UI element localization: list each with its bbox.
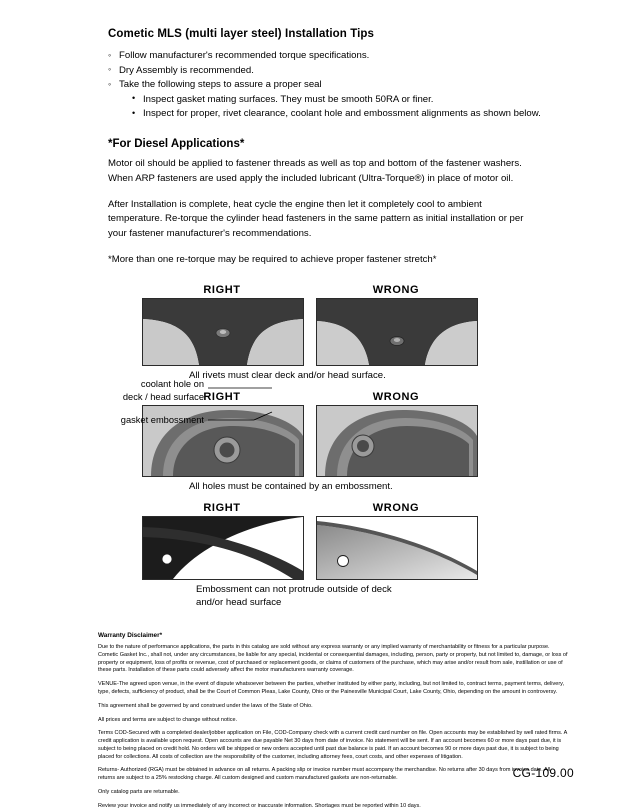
document-code: CG-109.00 — [512, 766, 574, 780]
figure-right-rivets — [142, 284, 302, 366]
figure-label-right: RIGHT — [203, 284, 241, 297]
figure-image-wrong-protrude — [316, 516, 478, 580]
sub-bullet-text: Inspect gasket mating surfaces. They must be smooth 50RA or finer. — [143, 93, 434, 105]
warranty-paragraph: This agreement shall be governed by and construed under the laws of the State of Ohio. — [98, 702, 313, 709]
paragraph-motor-oil: Motor oil should be applied to fastener threads as well as top and bottom of the fastener washers. When ARP fasteners are used apply the included lubricant (Ultra-Torque®) in place of motor oil. — [108, 157, 522, 184]
figure-wrong-protrude — [316, 502, 476, 580]
figure-image-wrong-holes — [316, 405, 478, 477]
figure-caption-protrude — [36, 584, 582, 610]
warranty-paragraph: Returns- Authorized (RGA) must be obtained in advance on all returns. A packing slip or invoice number must accompany the merchandise. No returns after 30 days from invoice date. All returns are subject to a 25% restocking charge. All custom designed and custom manufactured gaskets are non-returnable. — [98, 767, 551, 782]
list-item — [108, 78, 582, 122]
figure-label-wrong: WRONG — [372, 391, 420, 404]
paragraph-retorque-note: *More than one re-torque may be required to achieve proper fastener stretch* — [108, 254, 437, 266]
annotation-gasket-embossment: gasket embossment — [120, 415, 204, 426]
sub-list — [119, 93, 582, 122]
figure-right-holes — [142, 391, 302, 477]
bullet-text: Take the following steps to assure a proper seal — [119, 79, 322, 91]
figure-image-right-protrude — [142, 516, 304, 580]
annotation-coolant-hole — [64, 378, 204, 403]
list-item — [108, 49, 582, 64]
warranty-paragraph: All prices and terms are subject to change without notice. — [98, 716, 238, 723]
figure-caption-holes: All holes must be contained by an embossment. — [189, 481, 393, 493]
figure-label-wrong: WRONG — [372, 502, 420, 515]
figure-caption-rivets: All rivets must clear deck and/or head surface. — [189, 370, 386, 382]
installation-tips-list — [108, 49, 582, 122]
paragraph-heat-cycle: After Installation is complete, heat cycle the engine then let it completely cool to ambient temperature. Re-torque the cylinder head fasteners in the same pattern as initial installation or per your fastener manufacturer's recommendations. — [108, 198, 524, 240]
figure-caption-protrude-line1: Embossment can not protrude outside of deck — [196, 584, 392, 596]
warranty-paragraph: Only catalog parts are returnable. — [98, 789, 180, 796]
annotation-coolant-hole-line1: coolant hole on — [140, 379, 204, 390]
page-title: Cometic MLS (multi layer steel) Installation Tips — [108, 28, 375, 40]
figure-row-protrude — [36, 502, 582, 580]
bullet-text: Follow manufacturer's recommended torque specifications. — [119, 50, 370, 61]
figure-image-wrong-rivets — [316, 298, 478, 366]
figure-label-wrong: WRONG — [372, 284, 420, 297]
list-item — [132, 93, 582, 108]
figure-wrong-rivets — [316, 284, 476, 366]
figure-right-protrude — [142, 502, 302, 580]
figure-row-rivets — [36, 284, 582, 366]
warranty-heading: Warranty Disclaimer* — [98, 631, 163, 639]
figures-section — [36, 284, 582, 610]
annotation-coolant-hole-line2: deck / head surface — [122, 391, 204, 402]
diesel-applications-heading: *For Diesel Applications* — [108, 137, 245, 150]
figure-label-right: RIGHT — [203, 502, 241, 515]
warranty-paragraph: VENUE-The agreed upon venue, in the event of dispute whatsoever between the parties, whether instituted by either party, including, but not limited to, contract terms, payment terms, delivery, type, defects, sufficiency of product, shall be the Court of Common Pleas, Lake County, Ohio or the Painesville Municipal Court, Lake County, Ohio, depending on the amount in controversy. — [98, 681, 565, 695]
figure-image-right-rivets — [142, 298, 304, 366]
list-item — [132, 107, 582, 122]
list-item — [108, 64, 582, 79]
figure-caption-protrude-line2: and/or head surface — [196, 596, 282, 608]
figure-label-right: RIGHT — [203, 391, 241, 404]
figure-row-holes — [36, 391, 582, 477]
warranty-disclaimer — [98, 632, 568, 811]
warranty-paragraph: Due to the nature of performance applications, the parts in this catalog are sold without any express warranty or any implied warranty of merchantability or fitness for a particular purpose. Cometic Gasket Inc., shall not, under any circumstances, be liable for any special, incidental or consequential damages, including, person, party or property, but not limited to, damage, or loss of property or equipment, loss of profits or revenue, cost of purchased or replacement goods, or claims of customers of the purchase, which may arise and/or result from sale, instillation or use of these parts. Installation of these parts could adversely affect the motor manufacturers warranty coverage. — [98, 643, 568, 674]
warranty-paragraph: Terms COD-Secured with a completed dealer/jobber application on File, COD-Company check with a current credit card number on file. Open accounts may be established by well rated firms. A credit application is available upon request. Open accounts are due payable Net 30 days from date of invoice. No statement will be sent. If an account becomes 60 or more days past due, it is subject to being placed on credit hold. No orders will be shipped or new orders accepted until past due balance is paid. If an account becomes 90 or more days past due, it is subject to being placed for collections. All costs of collection are the responsibility of the customer, including attorney fees, court costs, and other expenses of litigation. — [98, 730, 567, 760]
bullet-text: Dry Assembly is recommended. — [119, 64, 254, 76]
sub-bullet-text: Inspect for proper, rivet clearance, coolant hole and embossment alignments as shown below. — [143, 108, 541, 120]
figure-wrong-holes — [316, 391, 476, 477]
warranty-paragraph: Review your invoice and notify us immediately of any incorrect or inaccurate information. Shortages must be reported within 10 days. — [98, 802, 421, 809]
